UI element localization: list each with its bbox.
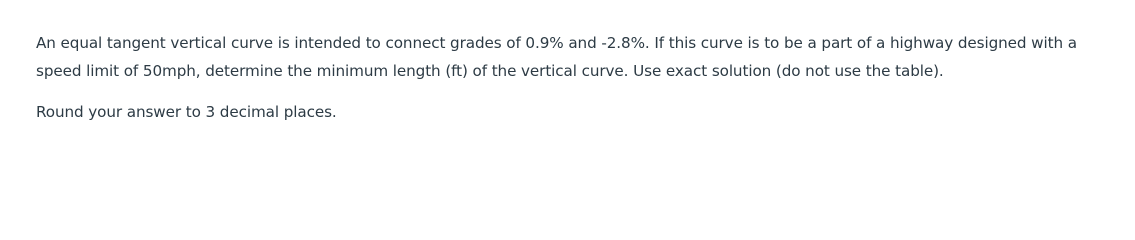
- rounding-instruction: Round your answer to 3 decimal places.: [36, 103, 337, 121]
- question-text: An equal tangent vertical curve is intended to connect grades of 0.9% and -2.8%. If this curve is to be a part of a highway designed with a speed limit of 50mph, determine the minimum length (ft) of the vertical curve. Use exact solution (do not use the table).: [36, 34, 1077, 80]
- question-block: [36, 29, 1106, 126]
